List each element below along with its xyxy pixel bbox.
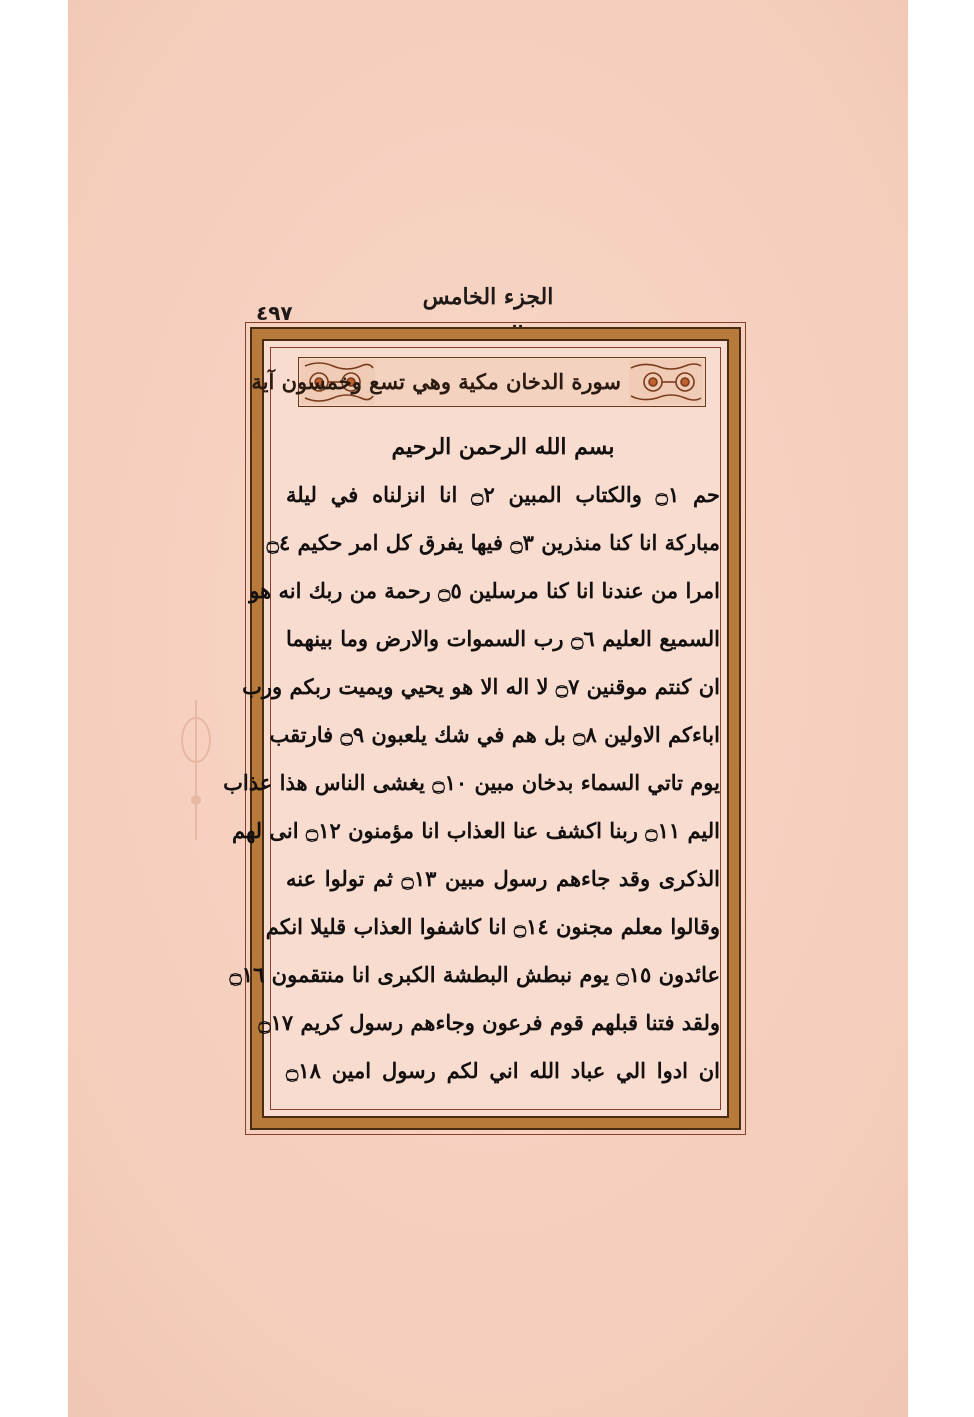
text-line: وقالوا معلم مجنون ۝١٤ انا كاشفوا العذاب قليلا انكم bbox=[265, 914, 720, 939]
right-margin-strip bbox=[908, 0, 974, 1417]
page-frame bbox=[223, 327, 741, 1130]
text-line: ان كنتم موقنين ۝٧ لا اله الا هو يحيي ويميت ربكم ورب bbox=[242, 674, 720, 699]
text-line: ولقد فتنا قبلهم قوم فرعون وجاءهم رسول كريم ۝١٧ bbox=[258, 1010, 720, 1035]
text-panel bbox=[223, 339, 729, 1118]
text-line: السميع العليم ۝٦ رب السموات والارض وما بينهما bbox=[286, 626, 720, 651]
page-number: ٤٩٧ bbox=[256, 301, 293, 325]
text-line: مباركة انا كنا منذرين ۝٣ فيها يفرق كل امر حكيم ۝٤ bbox=[266, 530, 720, 555]
illumination-ornament-right bbox=[629, 360, 703, 404]
text-line: اليم ۝١١ ربنا اكشف عنا العذاب انا مؤمنون ۝١٢ انى لهم bbox=[232, 818, 720, 843]
verse-text-block bbox=[223, 423, 720, 1083]
basmala-line: بسم الله الرحمن الرحيم bbox=[391, 434, 615, 460]
text-line: عائدون ۝١٥ يوم نبطش البطشة الكبرى انا منتقمون ۝١٦ bbox=[229, 962, 720, 987]
text-line: ان ادوا الي عباد الله اني لكم رسول امين ۝١٨ bbox=[286, 1058, 720, 1083]
text-line: الذكرى وقد جاءهم رسول مبين ۝١٣ ثم تولوا عنه bbox=[286, 866, 720, 891]
text-line: اباءكم الاولين ۝٨ بل هم في شك يلعبون ۝٩ فارتقب bbox=[269, 722, 720, 747]
faded-margin-ornament bbox=[168, 690, 224, 850]
text-line: حم ۝١ والكتاب المبين ۝٢ انا انزلناه في ليلة bbox=[286, 482, 720, 507]
juz-header: الجزء الخامس bbox=[422, 284, 554, 310]
surah-title: سورة الدخان مكية وهي تسع وخمسون آية bbox=[251, 369, 621, 394]
surah-title-band bbox=[251, 357, 706, 407]
text-line: امرا من عندنا انا كنا مرسلين ۝٥ رحمة من ربك انه هو bbox=[249, 578, 720, 603]
text-line: يوم تاتي السماء بدخان مبين ۝١٠ يغشى الناس هذا عذاب bbox=[223, 770, 720, 795]
left-margin-strip bbox=[0, 0, 68, 1417]
